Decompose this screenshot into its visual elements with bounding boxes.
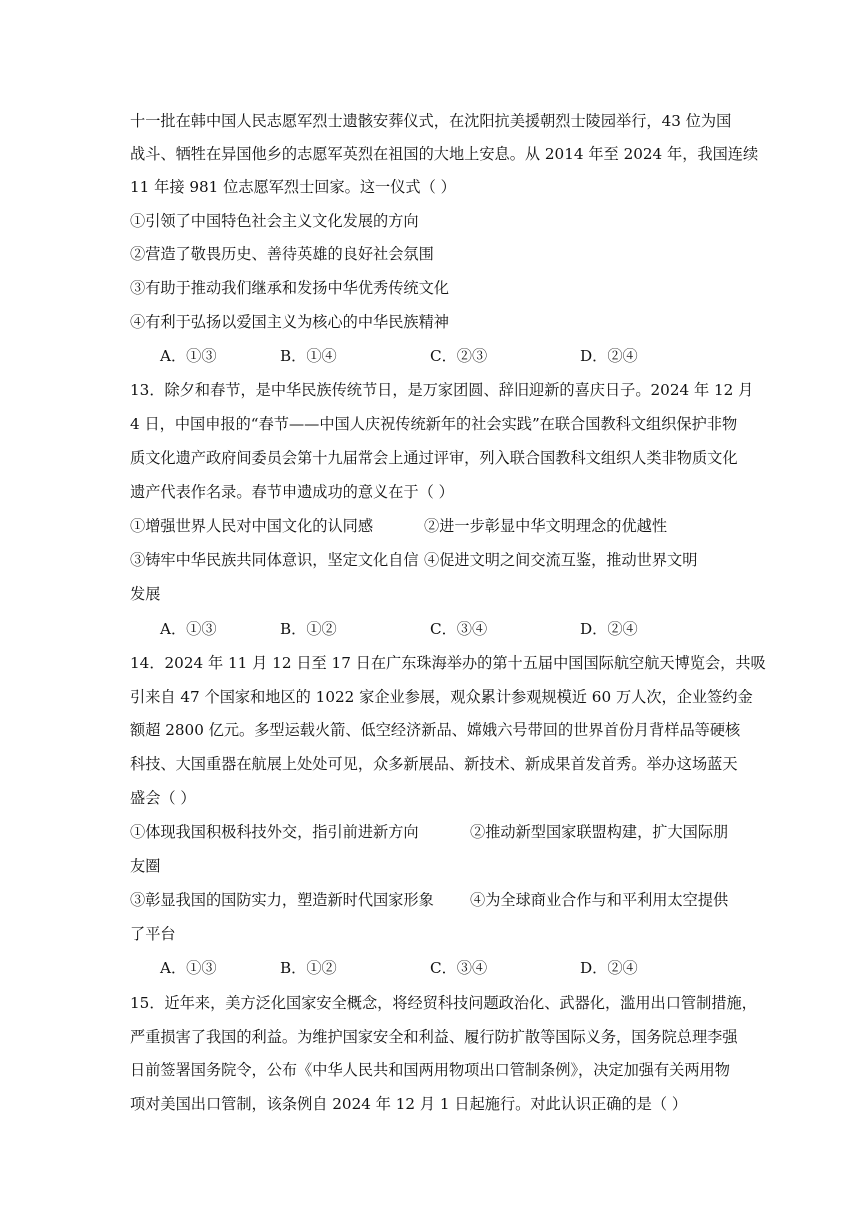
q12-stem-line-3: 11 年接 981 位志愿军烈士回家。这一仪式（ ） [130, 178, 456, 196]
q12-stem-line-2: 战斗、牺牲在异国他乡的志愿军英烈在祖国的大地上安息。从 2014 年至 2024 年，我国连续 [130, 145, 759, 163]
q12-option-b: B．①④ [280, 347, 337, 365]
q12-item-3: ③有助于推动我们继承和发扬中华优秀传统文化 [130, 279, 449, 297]
q14-stem-line-5: 盛会（ ） [130, 789, 196, 807]
q14-item-2-cont: 友圈 [130, 857, 161, 875]
q13-items-row-1 [130, 516, 667, 536]
q14-option-d: D．②④ [580, 959, 638, 977]
q14-item-4-cont: 了平台 [130, 925, 176, 943]
q12-item-2: ②营造了敬畏历史、善待英雄的良好社会氛围 [130, 245, 434, 263]
q14-items-row-2 [130, 890, 729, 910]
q13-option-d: D．②④ [580, 620, 638, 638]
q13-item-4-cont: 发展 [130, 585, 161, 603]
q15-stem-line-1: 15．近年来，美方泛化国家安全概念，将经贸科技问题政治化、武器化，滥用出口管制措施， [130, 994, 757, 1012]
q14-stem-line-3: 额超 2800 亿元。多型运载火箭、低空经济新品、嫦娥六号带回的世界首份月背样品等硬核 [130, 721, 741, 739]
q14-option-c: C．③④ [430, 959, 488, 977]
q14-option-b: B．①② [280, 959, 337, 977]
q13-stem-line-1: 13．除夕和春节，是中华民族传统节日，是万家团圆、辞旧迎新的喜庆日子。2024 年 12 月 [130, 381, 754, 399]
q12-item-1: ①引领了中国特色社会主义文化发展的方向 [130, 212, 419, 230]
q14-stem-line-4: 科技、大国重器在航展上处处可见，众多新展品、新技术、新成果首发首秀。举办这场蓝天 [130, 755, 738, 773]
q12-item-4: ④有利于弘扬以爱国主义为核心的中华民族精神 [130, 313, 449, 331]
q13-item-2: ②进一步彰显中华文明理念的优越性 [424, 517, 667, 535]
q15-stem-line-4: 项对美国出口管制，该条例自 2024 年 12 月 1 日起施行。对此认识正确的是（ ） [130, 1095, 688, 1113]
q14-item-2: ②推动新型国家联盟构建，扩大国际朋 [470, 823, 729, 841]
q13-stem-line-2: 4 日，中国申报的“春节——中国人庆祝传统新年的社会实践”在联合国教科文组织保护非物 [130, 415, 738, 433]
q14-item-4: ④为全球商业合作与和平利用太空提供 [470, 891, 729, 909]
q12-option-d: D．②④ [580, 347, 638, 365]
q13-item-3: ③铸牢中华民族共同体意识，坚定文化自信 [130, 551, 419, 569]
q12-option-a: A．①③ [160, 347, 217, 365]
q13-option-b: B．①② [280, 620, 337, 638]
q13-option-a: A．①③ [160, 620, 217, 638]
q13-stem-line-4: 遗产代表作名录。春节申遗成功的意义在于（ ） [130, 483, 454, 501]
q13-option-c: C．③④ [430, 620, 488, 638]
q15-stem-line-2: 严重损害了我国的利益。为维护国家安全和利益、履行防扩散等国际义务，国务院总理李强 [130, 1028, 738, 1046]
q14-items-row-1 [130, 822, 729, 842]
q15-stem-line-3: 日前签署国务院令，公布《中华人民共和国两用物项出口管制条例》，决定加强有关两用物 [130, 1061, 730, 1079]
q14-option-a: A．①③ [160, 959, 217, 977]
q13-item-4: ④促进文明之间交流互鉴，推动世界文明 [424, 551, 698, 569]
q14-stem-line-2: 引来自 47 个国家和地区的 1022 家企业参展，观众累计参观规模近 60 万人次，企业签约金 [130, 688, 753, 706]
q14-item-1: ①体现我国积极科技外交，指引前进新方向 [130, 823, 419, 841]
q14-item-3: ③彰显我国的国防实力，塑造新时代国家形象 [130, 891, 434, 909]
q13-stem-line-3: 质文化遗产政府间委员会第十九届常会上通过评审，列入联合国教科文组织人类非物质文化 [130, 449, 738, 467]
q12-stem-line-1: 十一批在韩中国人民志愿军烈士遗骸安葬仪式，在沈阳抗美援朝烈士陵园举行，43 位为国 [130, 112, 732, 130]
q13-items-row-2 [130, 550, 698, 570]
q12-option-c: C．②③ [430, 347, 488, 365]
q13-item-1: ①增强世界人民对中国文化的认同感 [130, 517, 373, 535]
q14-stem-line-1: 14．2024 年 11 月 12 日至 17 日在广东珠海举办的第十五届中国国际航空航天博览会，共吸 [130, 654, 766, 672]
